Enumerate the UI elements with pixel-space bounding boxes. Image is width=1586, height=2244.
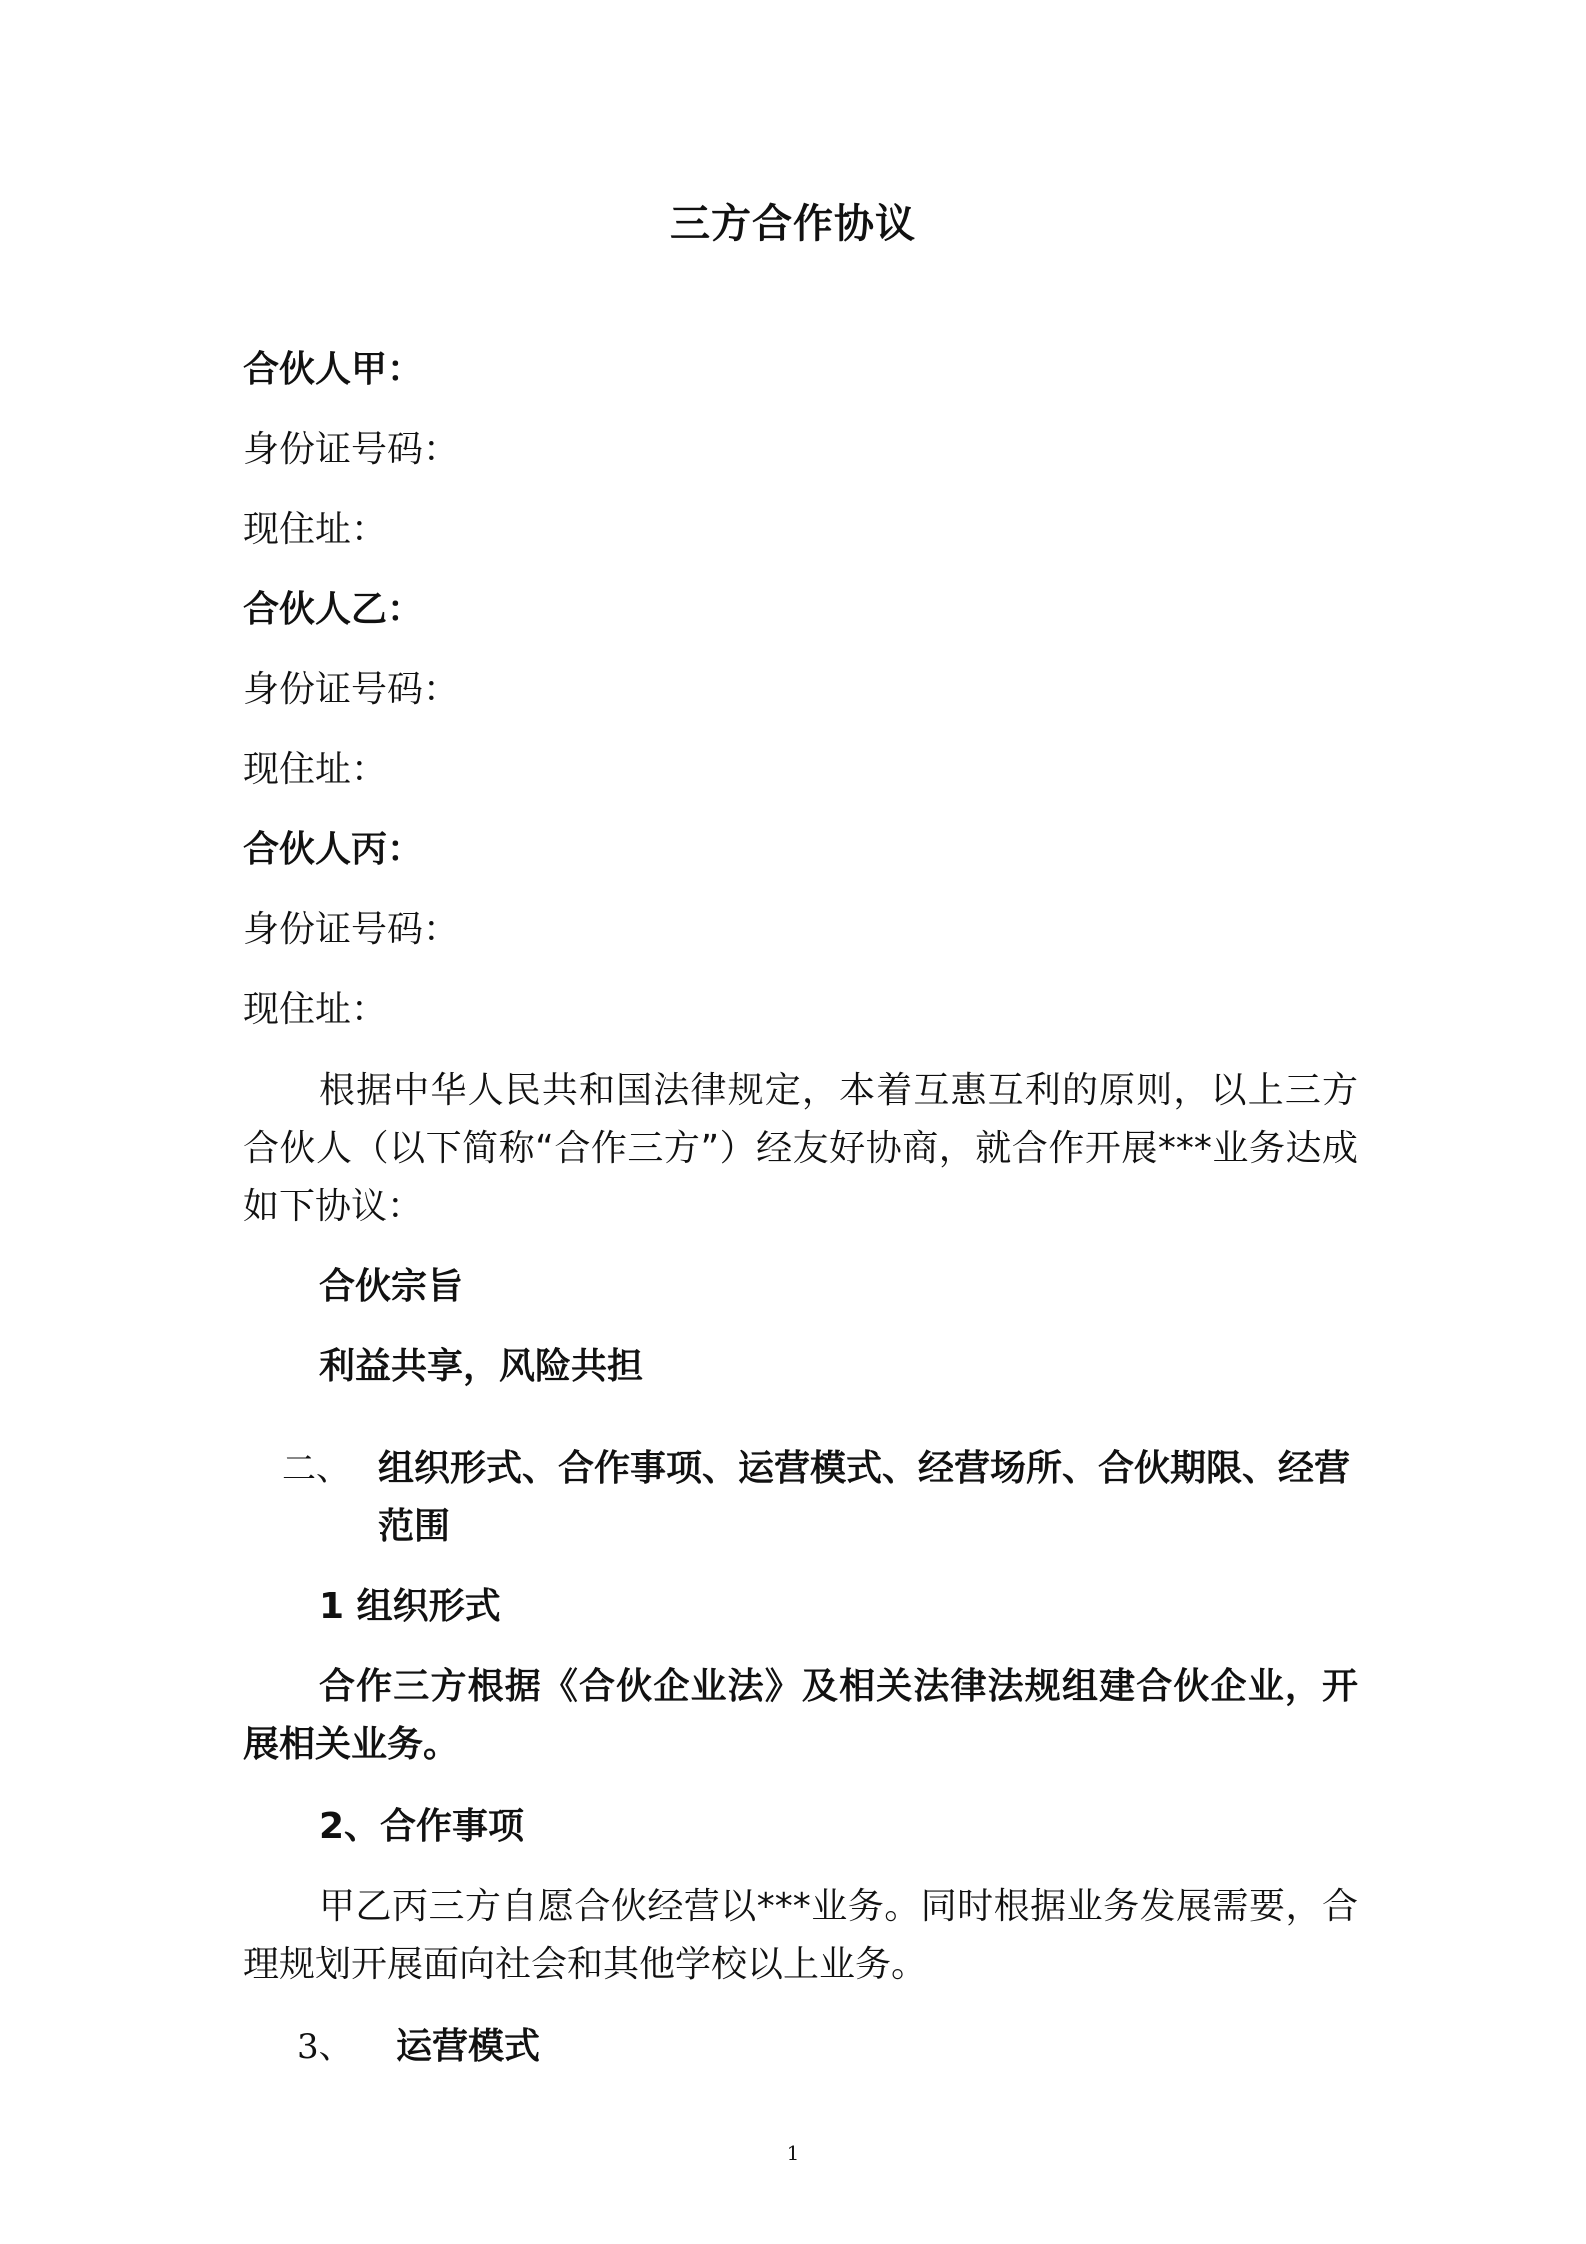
section2-heading: 组织形式、合作事项、运营模式、经营场所、合伙期限、经营范围	[378, 1448, 1351, 1547]
sub1-content: 合作三方根据《合伙企业法》及相关法律法规组建合伙企业，开展相关业务。	[243, 1666, 1358, 1765]
party-b-address-label: 现住址：	[243, 749, 388, 790]
intro-paragraph: 根据中华人民共和国法律规定，本着互惠互利的原则，以上三方合伙人（以下简称“合作三方”）经友好协商，就合作开展***业务达成如下协议：	[243, 1070, 1358, 1227]
party-b-label: 合伙人乙：	[243, 589, 424, 630]
party-c-label: 合伙人丙：	[243, 829, 424, 870]
sub3-number: 3、	[297, 2027, 353, 2067]
party-b-id-label: 身份证号码：	[243, 669, 460, 710]
sub1-heading: 1 组织形式	[319, 1586, 501, 1627]
sub2-content: 甲乙丙三方自愿合伙经营以***业务。同时根据业务发展需要，合理规划开展面向社会和其他学校以上业务。	[243, 1886, 1358, 1985]
section2-number: 二、	[282, 1449, 350, 1489]
party-c-id-label: 身份证号码：	[243, 909, 460, 950]
party-a-id-label: 身份证号码：	[243, 429, 460, 470]
sub3-heading: 运营模式	[396, 2026, 541, 2067]
party-a-address-label: 现住址：	[243, 509, 388, 550]
sub2-heading: 2、合作事项	[319, 1806, 525, 1847]
party-a-label: 合伙人甲：	[243, 349, 424, 390]
party-c-address-label: 现住址：	[243, 989, 388, 1030]
section1-heading: 合伙宗旨	[319, 1266, 464, 1307]
section1-content: 利益共享，风险共担	[319, 1346, 644, 1387]
document-title: 三方合作协议	[670, 201, 916, 247]
page-number: 1	[786, 2141, 800, 2165]
